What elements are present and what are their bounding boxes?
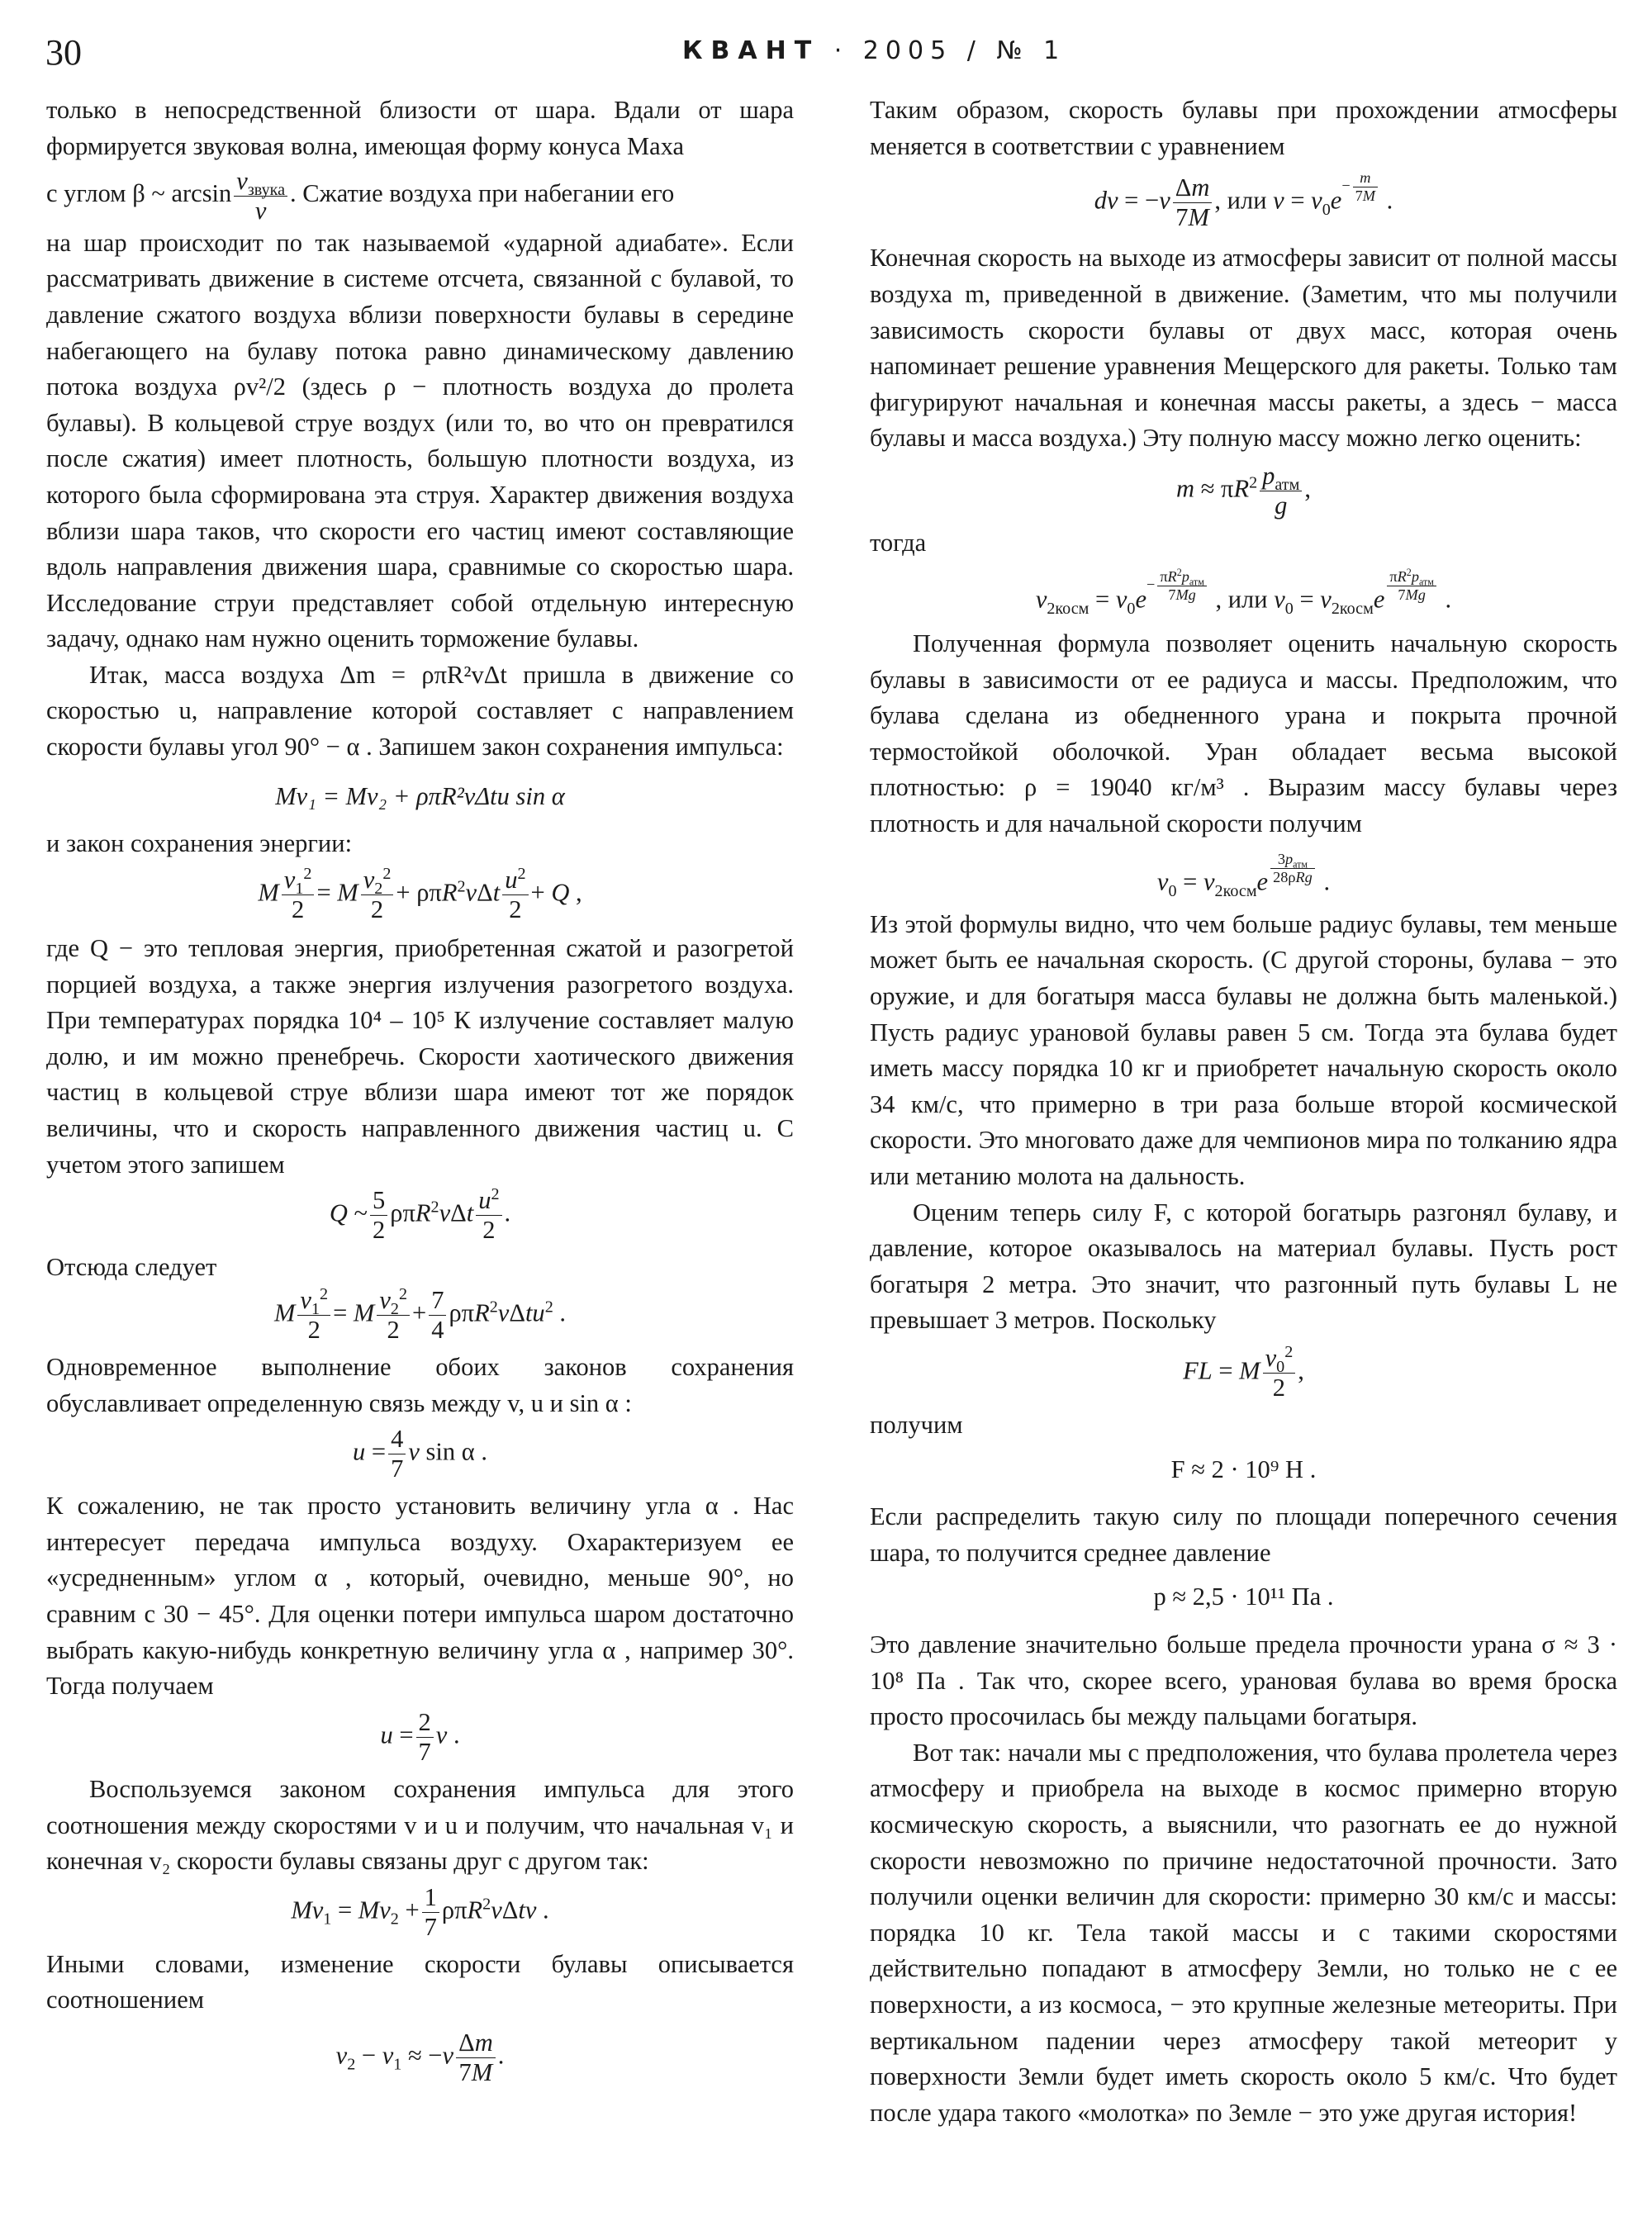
paragraph: Конечная скорость на выходе из атмосферы зависит от полной массы воздуха m, приведенной в движение. (Заметим, что мы получили зависимость скорости булавы от двух масс, которая очень напоминает решение уравнения Мещерского для ракеты. Только там фигурируют начальная и конечная массы ракеты, а здесь − масса булавы и масса воздуха.) Эту полную массу можно легко оценить:	[870, 244, 1617, 453]
equation-force-value: F ≈ 2 · 10⁹ Н .	[1170, 1454, 1317, 1483]
paragraph: Воспользуемся законом сохранения импульса для этого соотношения между скоростями v и u и получим, что начальная v₁ и конечная v₂ скорости булавы связаны друг с другом так:	[46, 1774, 794, 1876]
paragraph: тогда	[870, 529, 927, 558]
paragraph: К сожалению, не так просто установить величину угла α . Нас интересует передача импульса воздуху. Охарактеризуем ее «усредненным» углом α , который, очевидно, меньше 90°, но сравним с 30 − 45°. Для оценки потери импульса шаром достаточно выбрать какую-нибудь конкретную величину угла α , например 30°. Тогда получаем	[46, 1492, 794, 1701]
equation-energy-2: M $\frac{v_1^2}{2}$ = M $\frac{v_2^2}{2}$ + $\frac{7}{4}$ ρπR$^2$vΔtu$^2$ .	[273, 1284, 566, 1344]
paragraph: Таким образом, скорость булавы при прохождении атмосферы меняется в соответствии с уравнением	[870, 96, 1617, 160]
paragraph: Полученная формула позволяет оценить начальную скорость булавы в зависимости от ее радиуса и массы. Предположим, что булава сделана из обедненного урана и покрыта прочной термостойкой оболочкой. Уран обладает весьма высокой плотностью: ρ = 19040 кг/м³ . Выразим массу булавы через плотность и для начальной скорости получим	[870, 629, 1617, 838]
equation-dv: $v_2 - v_1 \approx -v$ $\frac{\Delta m}{7M}$ .	[335, 2029, 505, 2087]
equation-force: FL = M $\frac{v_0^2}{2}$ ,	[1183, 1342, 1304, 1402]
paragraph: Отсюда следует	[46, 1253, 217, 1282]
paragraph: Оценим теперь силу F, с которой богатырь разгонял булаву, и давление, которое оказывалось на материал булавы. Пусть рост богатыря 2 метра. Это значит, что разгонный путь булавы L не превышает 3 метров. Поскольку	[870, 1198, 1617, 1335]
paragraph: Иными словами, изменение скорости булавы описывается соотношением	[46, 1949, 794, 2014]
paragraph: и закон сохранения энергии:	[46, 829, 353, 858]
paragraph: Одновременное выполнение обоих законов сохранения обуславливает определенную связь между v, u и sin α :	[46, 1352, 794, 1417]
paragraph: где Q − это тепловая энергия, приобретенная сжатой и разогретой порцией воздуха, а также энергия излучения разогретого воздуха. При температурах порядка 10⁴ – 10⁵ К излучение составляет малую долю, и им можно пренебречь. Скорости хаотического движения частиц в кольцевой струе вблизи шара имеют тот же порядок величины, что и скорость направленного движения частиц u. С учетом этого запишем	[46, 933, 794, 1179]
equation-heat: Q ~ $\frac{5}{2}$ ρπR$^2$vΔt $\frac{u^2}{2}$ .	[329, 1184, 511, 1245]
paragraph: получим	[870, 1411, 963, 1440]
issue-label: · 2005 / № 1	[833, 36, 1066, 65]
paragraph: на шар происходит по так называемой «ударной адиабате». Если рассматривать движение в системе отсчета, связанной с булавой, то давление сжатого воздуха вблизи поверхности булавы в середине набегающего на булаву потока равно динамическому давлению потока воздуха ρv²/2 (здесь ρ − плотность воздуха до пролета булавы). В кольцевой струе воздух (или то, во что он превратился после сжатия) имеет плотность, большую плотности воздуха, из которого была сформирована эта струя. Характер движения воздуха вблизи шара таков, что скорости его частиц имеют составляющие вдоль направления движения шара, сравнимые со скоростью шара. Исследование струи представляет собой отдельную интересную задачу, однако нам нужно оценить торможение булавы.	[46, 228, 794, 653]
equation-energy: M $\frac{v_1^2}{2}$ = M $\frac{v_2^2}{2}$ + ρπR$^2$vΔt $\frac{u^2}{2}$ + Q ,	[258, 864, 582, 923]
equation-exponential: dv = −v $\frac{\Delta m}{7M}$ , или $v = v_0e-$ $\frac{m}{7M}$ .	[1094, 169, 1393, 232]
equation-momentum: Mv₁ = Mv₂ + ρπR²vΔtu sin α	[275, 781, 565, 810]
equation-u-2: u = $\frac{2}{7}$ v .	[380, 1707, 460, 1766]
equation-pressure: p ≈ 2,5 · 10¹¹ Па .	[1153, 1583, 1334, 1611]
equation-v-cosmic: $v_{2косм} = v_0e-$ $\pi R^2p_{атм}$ 7Mg , или $v_0 = v_{2косм}e$ $\pi R^2p_{атм}$ 7Mg .	[1035, 566, 1452, 618]
paragraph: только в непосредственной близости от шара. Вдали от шара формируется звуковая волна, имеющая форму конуса Маха	[46, 96, 794, 160]
journal-title: КВАНТ	[682, 36, 820, 65]
right-column	[870, 93, 1617, 2131]
mach-angle-line: с углом β ~ arcsin $v_{звука}$ v . Сжатие воздуха при набегании его	[46, 166, 675, 225]
running-header	[682, 36, 1066, 65]
paragraph: Из этой формулы видно, что чем больше радиус булавы, тем меньше может быть ее начальная скорость. (С другой стороны, булава − это оружие, и для богатыря масса булавы не должна быть маленькой.) Пусть радиус урановой булавы равен 5 см. Тогда эта булава будет иметь массу порядка 10 кг и приобретет начальную скорость около 34 км/с, что примерно в три раза больше второй космической скорости. Это многовато даже для чемпионов мира по толканию ядра или метанию молота на дальность.	[870, 909, 1617, 1190]
equation-u: u = $\frac{4}{7}$ v sin α .	[353, 1425, 487, 1483]
equation-momentum-2: $Mv_1 = Mv_2$ + $\frac{1}{7}$ ρπR$^2$vΔtv .	[291, 1882, 549, 1941]
equation-air-mass: $m \approx \pi R^2$ $p_{атм}$ g ,	[1176, 462, 1311, 520]
paragraph: Это давление значительно больше предела прочности урана σ ≈ 3 · 10⁸ Па . Так что, скорее всего, урановая булава во время броска просто просочилась бы между пальцами богатыря.	[870, 1630, 1617, 1731]
paragraph: Итак, масса воздуха Δm = ρπR²vΔt пришла в движение со скоростью u, направление которой составляет с направлением скорости булавы угол 90° − α . Запишем закон сохранения импульса:	[46, 660, 794, 762]
left-column	[46, 93, 794, 2087]
paragraph: Вот так: начали мы с предположения, что булава пролетела через атмосферу и приобрела на выходе в космос примерно вторую космическую скорость, а выяснили, что разогнать ее до нужной скорости невозможно по причине недостаточной прочности. Зато получили оценки величин для скорости: примерно 30 км/с и массы: порядка 10 кг. Тела такой массы и с такими скоростями действительно попадают в атмосферу Земли, но только не с ее поверхности, а из космоса, − это крупные железные метеориты. При вертикальном падении через атмосферу такой метеорит у поверхности Земли будет иметь скорость около 5 км/с. Что будет после удара такого «молотка» по Земле − это уже другая история!	[870, 1738, 1617, 2127]
paragraph: Если распределить такую силу по площади поперечного сечения шара, то получится среднее давление	[870, 1502, 1617, 1567]
page-number: 30	[45, 32, 82, 73]
equation-v0: $v_0 = v_{2косм}e$ $3p_{атм}$ 28ρRg .	[1156, 850, 1331, 900]
